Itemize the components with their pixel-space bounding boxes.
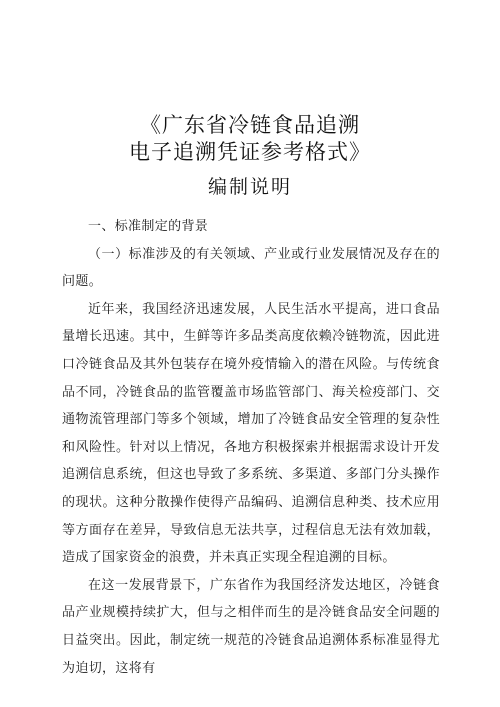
body-paragraph: 在这一发展背景下，广东省作为我国经济发达地区，冷链食品产业规模持续扩大，但与之相伴而生的是冷链食品安全问题的日益突出。因此，制定统一规范的冷链食品追溯体系标准显得尤为迫切，这将有 xyxy=(62,577,440,676)
subsection-heading: （一）标准涉及的有关领域、产业或行业发展情况及存在的问题。 xyxy=(62,246,440,290)
body-paragraph: 近年来，我国经济迅速发展，人民生活水平提高，进口食品量增长迅速。其中，生鲜等许多品类高度依赖冷链物流，因此进口冷链食品及其外包装存在境外疫情输入的潜在风险。与传统食品不同，冷链食品的监管覆盖市场监管部门、海关检疫部门、交通物流管理部门等多个领域，增加了冷链食品安全管理的复杂性和风险性。针对以上情况，各地方积极探索并根据需求设计开发追溯信息系统，但这也导致了多系统、多渠道、多部门分头操作的现状。这种分散操作使得产品编码、追溯信息种类、技术应用等方面存在差异，导致信息无法共享，过程信息无法有效加载，造成了国家资金的浪费，并未真正实现全程追溯的目标。 xyxy=(62,301,440,566)
document-title-line-2: 电子追溯凭证参考格式》 xyxy=(129,140,371,164)
section-heading: 一、标准制定的背景 xyxy=(88,219,209,234)
document-subtitle: 编制说明 xyxy=(207,176,292,198)
document-title-line-1: 《广东省冷链食品追溯 xyxy=(140,113,360,137)
title-block xyxy=(0,112,500,200)
document-body xyxy=(62,213,440,682)
